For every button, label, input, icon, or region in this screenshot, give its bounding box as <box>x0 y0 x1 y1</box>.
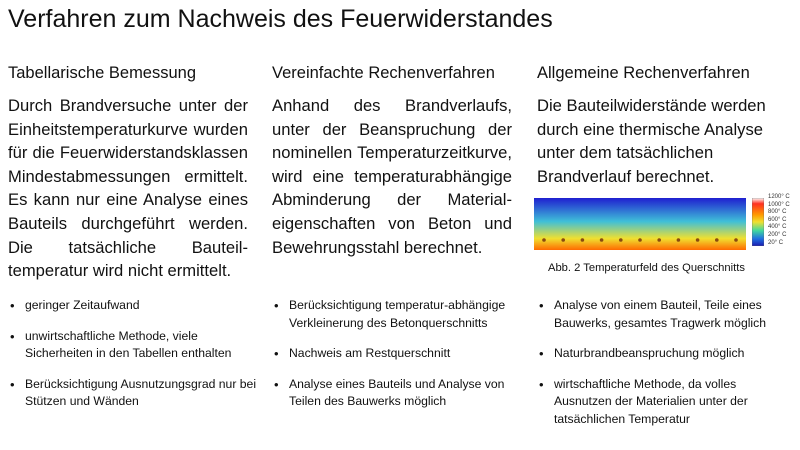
temperature-scale-labels <box>768 194 798 247</box>
temperature-gradient <box>534 198 746 250</box>
scale-label: 20° C <box>768 239 784 246</box>
column-simplified <box>272 60 512 259</box>
bullet-item: • Berücksichtigung Ausnutzungsgrad nur bei Stützen und Wänden <box>8 376 258 411</box>
bullet-list-simplified <box>272 297 512 424</box>
bullet-item: • wirtschaftliche Methode, da volles Ausnutzen der Materialien unter der tatsächlichen Temperatur <box>537 376 787 429</box>
scale-label: 400° C <box>768 224 787 231</box>
column-tabular <box>8 60 248 283</box>
temperature-field-image <box>534 198 746 250</box>
bullet-item: • Naturbrandbeanspruchung möglich <box>537 345 787 363</box>
bullet-item: • unwirtschaftliche Methode, viele Sicherheiten in den Tabellen enthalten <box>8 328 258 363</box>
column-body: Die Bauteilwiderstände werden durch eine thermische Analyse unter dem tatsächlichen Brandverlauf berechnet. <box>537 96 766 186</box>
figure-caption: Abb. 2 Temperaturfeld des Querschnitts <box>548 262 745 274</box>
scale-label: 200° C <box>768 231 787 238</box>
bullet-item: • geringer Zeitaufwand <box>8 297 258 315</box>
bullet-list-tabular <box>8 297 258 424</box>
bullet-list-general <box>537 297 787 441</box>
rebar-dot <box>561 238 565 242</box>
rebar-dot <box>638 238 642 242</box>
rebar-dot <box>734 238 738 242</box>
rebar-dot <box>677 238 681 242</box>
bullet-item: • Nachweis am Restquerschnitt <box>272 345 512 363</box>
scale-label: 1000° C <box>768 201 790 208</box>
bullet-item: • Berücksichtigung temperatur-abhängige Verkleinerung des Betonquerschnitts <box>272 297 512 332</box>
rebar-dot <box>581 238 585 242</box>
temperature-scale-bar <box>752 198 764 246</box>
rebar-dot <box>657 238 661 242</box>
rebar-dot <box>600 238 604 242</box>
rebar-dot <box>696 238 700 242</box>
scale-label: 800° C <box>768 209 787 216</box>
rebar-dot <box>619 238 623 242</box>
column-heading: Tabellarische Bemessung <box>8 64 197 82</box>
column-general <box>537 60 772 188</box>
column-heading: Vereinfachte Rechenverfahren <box>272 64 495 82</box>
rebar-dot <box>542 238 546 242</box>
column-heading: Allgemeine Rechenverfahren <box>537 64 750 82</box>
scale-label: 600° C <box>768 216 787 223</box>
bullet-item: • Analyse eines Bauteils und Analyse von Teilen des Bauwerks möglich <box>272 376 512 411</box>
scale-label: 1200° C <box>768 194 790 200</box>
rebar-dot <box>715 238 719 242</box>
slide-title: Verfahren zum Nachweis des Feuerwiderstandes <box>8 5 553 33</box>
column-body: Anhand des Brandverlaufs, unter der Beanspruchung der nominellen Temperaturzeitkurve, wird eine temperaturabhängige Abminderung der Material-eigenschaften von Beton und Bewehrungsstahl berechnet. <box>272 96 512 257</box>
bullet-item: • Analyse von einem Bauteil, Teile eines Bauwerks, gesamtes Tragwerk möglich <box>537 297 787 332</box>
column-body: Durch Brandversuche unter der Einheitstemperaturkurve wurden für die Feuerwiderstandsklassen Mindestabmessungen ermittelt. Es kann nur eine Analyse eines Bauteils durchgeführt werden. Die tatsächliche Bauteil-temperatur wird nicht ermittelt. <box>8 96 248 281</box>
